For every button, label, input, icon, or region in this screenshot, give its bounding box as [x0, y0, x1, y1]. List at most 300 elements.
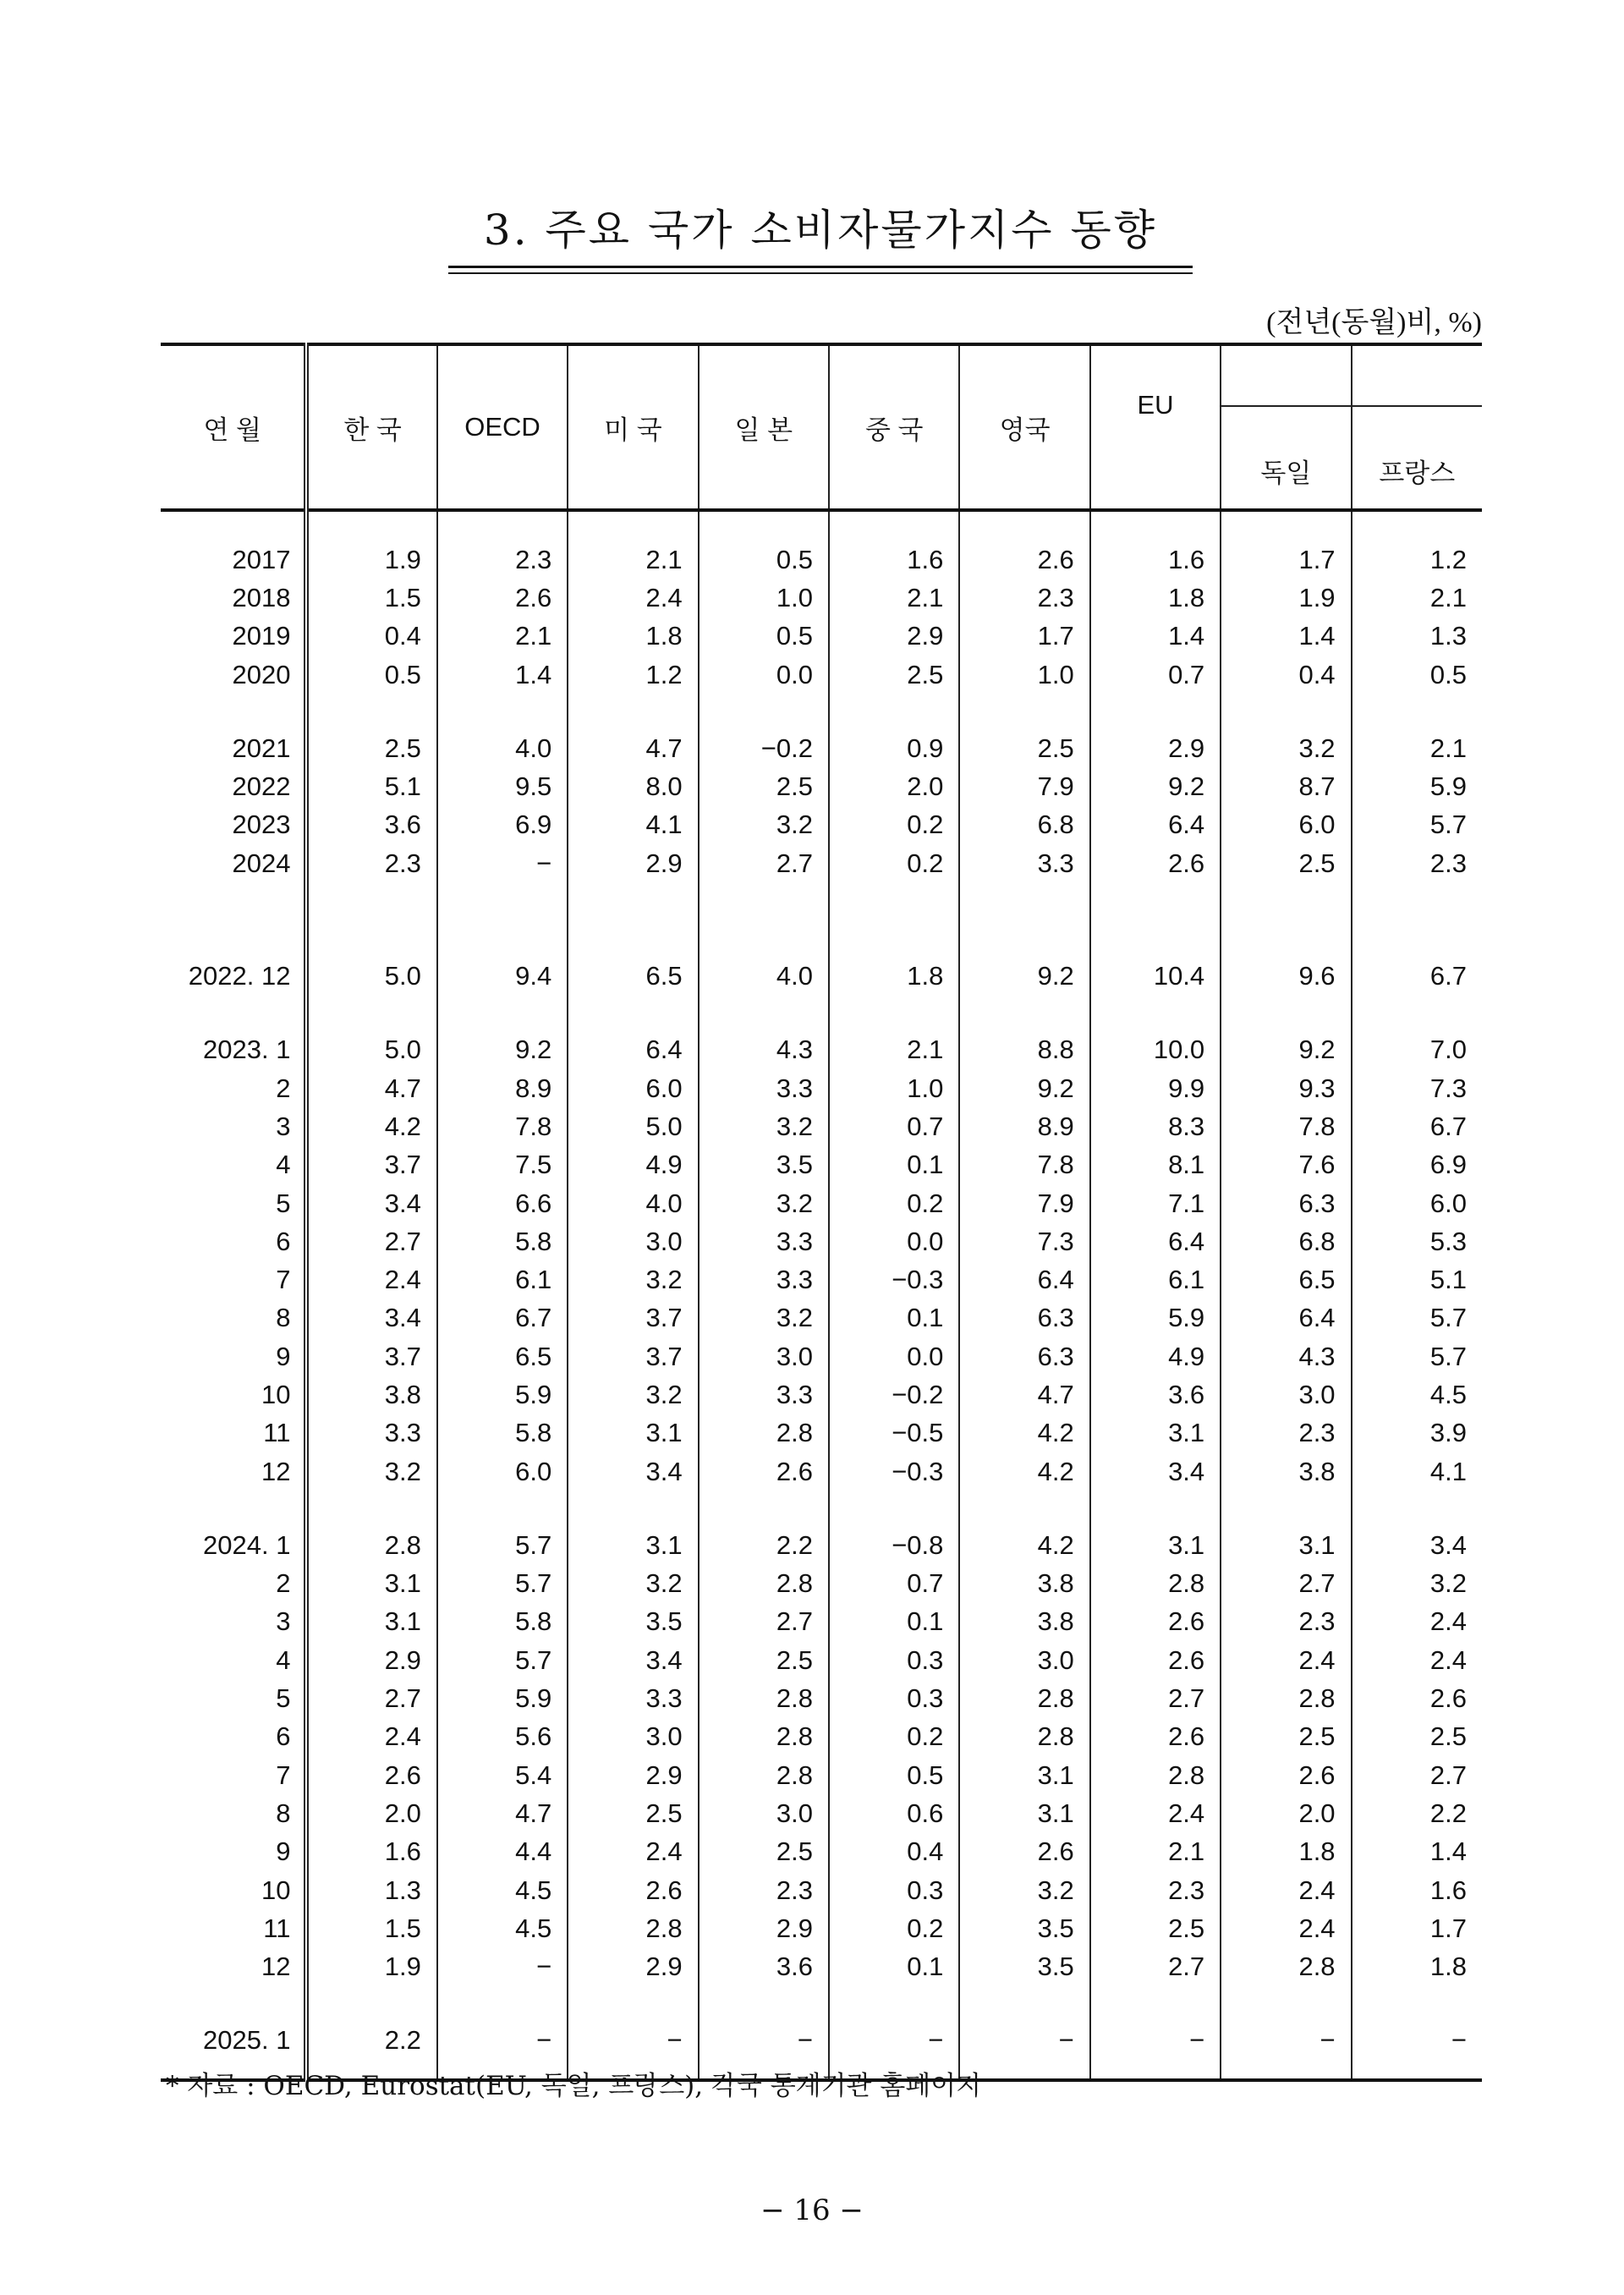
cell-value: 0.0 [699, 656, 829, 694]
cell-value: 2.8 [306, 1526, 436, 1564]
cell-value: 2.6 [437, 579, 568, 617]
cell-value: 0.6 [829, 1794, 959, 1832]
table-header-row [161, 344, 1482, 510]
cell-value: 2.1 [437, 618, 568, 656]
cell-value: 2.7 [699, 1603, 829, 1641]
cell-value: 1.0 [699, 579, 829, 617]
cell-value: 3.5 [568, 1603, 698, 1641]
cell-value: 2.1 [1429, 733, 1467, 763]
cell-value: 5.9 [437, 1375, 568, 1414]
cell-value: 4.7 [437, 1794, 568, 1832]
cell-value: 7.1 [1090, 1184, 1221, 1222]
row-date: 8 [161, 1299, 306, 1337]
cell-value: 9.2 [1090, 767, 1221, 805]
source-footnote: * 자료 : OECD, Eurostat(EU, 독일, 프랑스), 각국 통계기관 홈페이지 [166, 2071, 982, 2101]
row-date: 5 [161, 1679, 306, 1717]
cell-value: 0.3 [829, 1679, 959, 1717]
cell-value: 2.8 [959, 1718, 1089, 1756]
row-date: 10 [161, 1871, 306, 1909]
cell-value: 1.2 [1429, 544, 1467, 574]
cell-value: 9.2 [437, 1031, 568, 1069]
cell-value: 2.3 [1221, 1414, 1351, 1452]
cell-value: 1.6 [1090, 510, 1221, 579]
cell-value: 2.2 [1429, 1798, 1467, 1828]
cell-value: 7.6 [1221, 1146, 1351, 1184]
cell-value: 2.5 [1090, 1909, 1221, 1947]
cell-value: 2.6 [1090, 844, 1221, 882]
cell-value: 1.0 [959, 656, 1089, 694]
cell-value: −0.3 [829, 1452, 959, 1491]
cell-value: 9.9 [1090, 1069, 1221, 1107]
row-date: 9 [161, 1337, 306, 1375]
table-row [161, 1871, 1482, 1909]
cell-value: − [1090, 2022, 1221, 2080]
cell-value: 2.4 [568, 579, 698, 617]
cell-value: 2.3 [1429, 848, 1467, 878]
header-japan: 일 본 [699, 344, 829, 510]
cell-value: 2.6 [959, 1833, 1089, 1871]
cell-value: 6.3 [1221, 1184, 1351, 1222]
cell-value: 4.2 [959, 1414, 1089, 1452]
table-row [161, 957, 1482, 995]
table-row [161, 1452, 1482, 1491]
cell-value: 3.3 [959, 844, 1089, 882]
cell-value: 3.3 [699, 1222, 829, 1260]
table-row [161, 1184, 1482, 1222]
cell-value: 4.9 [568, 1146, 698, 1184]
cell-value: 9.4 [437, 957, 568, 995]
cell-value: 5.8 [437, 1222, 568, 1260]
cell-value: 0.2 [829, 1909, 959, 1947]
table-row [161, 1526, 1482, 1564]
cell-value: 2.5 [568, 1794, 698, 1832]
table-row [161, 1909, 1482, 1947]
cell-value: 3.8 [959, 1565, 1089, 1603]
cell-value: 3.4 [568, 1452, 698, 1491]
cell-value: 2.4 [1429, 1644, 1467, 1675]
cell-value: 3.4 [1090, 1452, 1221, 1491]
cell-value: 3.9 [1429, 1418, 1467, 1448]
header-china: 중 국 [829, 344, 959, 510]
cell-value: 3.1 [306, 1565, 436, 1603]
cell-value: 3.1 [1090, 1526, 1221, 1564]
cell-value: 2.0 [306, 1794, 436, 1832]
cell-value: 3.5 [959, 1909, 1089, 1947]
cell-value: 6.4 [959, 1260, 1089, 1298]
row-date: 2025. 1 [161, 2022, 306, 2080]
cell-value: 2.4 [568, 1833, 698, 1871]
cell-value: − [437, 844, 568, 882]
cell-value: 0.5 [306, 656, 436, 694]
row-date: 10 [161, 1375, 306, 1414]
cell-value: 10.0 [1090, 1031, 1221, 1069]
cell-value: 2.7 [306, 1222, 436, 1260]
cell-value: 2.5 [699, 1641, 829, 1679]
header-france: 프랑스 [1379, 458, 1456, 488]
cell-value: 3.0 [568, 1718, 698, 1756]
cell-value: 0.4 [829, 1833, 959, 1871]
cell-value: 0.3 [829, 1641, 959, 1679]
table-row [161, 1833, 1482, 1871]
table-row [161, 618, 1482, 656]
table-row [161, 1641, 1482, 1679]
row-spacer [161, 1986, 1482, 2022]
cell-value: 7.3 [1429, 1073, 1467, 1103]
cell-value: 7.9 [959, 767, 1089, 805]
cell-value: 2.3 [1090, 1871, 1221, 1909]
cell-value: 3.2 [568, 1260, 698, 1298]
cell-value: 3.0 [1221, 1375, 1351, 1414]
cell-value: 2.8 [1221, 1948, 1351, 1986]
cell-value: − [1352, 2022, 1482, 2080]
cell-value: 2.8 [699, 1679, 829, 1717]
table-row [161, 1948, 1482, 1986]
cell-value: 4.1 [1429, 1456, 1467, 1486]
cell-value: 6.4 [1090, 806, 1221, 844]
cell-value: 2.9 [306, 1641, 436, 1679]
cell-value: 2.8 [1090, 1756, 1221, 1794]
cell-value: 2.1 [1090, 1833, 1221, 1871]
cell-value: 4.7 [959, 1375, 1089, 1414]
row-date: 6 [161, 1718, 306, 1756]
cell-value: 4.3 [1221, 1337, 1351, 1375]
cell-value: 6.1 [437, 1260, 568, 1298]
cell-value: 2.1 [568, 510, 698, 579]
cell-value: 2.5 [306, 729, 436, 767]
row-date: 2017 [161, 510, 306, 579]
row-date: 2024 [161, 844, 306, 882]
cell-value: 3.1 [568, 1414, 698, 1452]
cell-value: 2.3 [699, 1871, 829, 1909]
cell-value: 0.5 [829, 1756, 959, 1794]
table-row [161, 1260, 1482, 1298]
table-row [161, 1222, 1482, 1260]
cell-value: 2.6 [306, 1756, 436, 1794]
header-korea: 한 국 [306, 344, 436, 510]
cell-value: −0.3 [829, 1260, 959, 1298]
table-row [161, 729, 1482, 767]
cell-value: 2.6 [1090, 1641, 1221, 1679]
table-row [161, 579, 1482, 617]
cell-value: 3.2 [699, 1107, 829, 1145]
cell-value: 3.2 [1221, 729, 1351, 767]
cell-value: 3.0 [959, 1641, 1089, 1679]
table-row [161, 1565, 1482, 1603]
cell-value: 9.2 [1221, 1031, 1351, 1069]
cell-value: 5.0 [306, 957, 436, 995]
row-date: 12 [161, 1948, 306, 1986]
cell-value: 1.8 [1429, 1952, 1467, 1982]
cell-value: 1.0 [829, 1069, 959, 1107]
cell-value: 0.5 [699, 510, 829, 579]
cell-value: 4.5 [437, 1871, 568, 1909]
cell-value: 2.0 [829, 767, 959, 805]
cell-value: 7.5 [437, 1146, 568, 1184]
cell-value: − [699, 2022, 829, 2080]
cell-value: 2.5 [1429, 1721, 1467, 1752]
table-row [161, 1107, 1482, 1145]
row-date: 2018 [161, 579, 306, 617]
cell-value: 2.7 [1090, 1679, 1221, 1717]
cell-value: 5.1 [306, 767, 436, 805]
cell-value: 2.6 [568, 1871, 698, 1909]
table-row [161, 1679, 1482, 1717]
cell-value: 6.6 [437, 1184, 568, 1222]
cell-value: 5.7 [437, 1565, 568, 1603]
cell-value: 3.1 [1090, 1414, 1221, 1452]
cell-value: 3.3 [568, 1679, 698, 1717]
cell-value: 0.0 [829, 1222, 959, 1260]
cell-value: 2.2 [699, 1526, 829, 1564]
cell-value: 2.6 [1090, 1603, 1221, 1641]
cell-value: 4.5 [1429, 1379, 1467, 1409]
row-date: 8 [161, 1794, 306, 1832]
cell-value: 3.2 [699, 806, 829, 844]
cell-value: 4.2 [959, 1452, 1089, 1491]
cell-value: 2.7 [306, 1679, 436, 1717]
row-spacer [161, 694, 1482, 729]
cell-value: 2.1 [829, 579, 959, 617]
cell-value: 7.0 [1429, 1035, 1467, 1065]
page-title: 3. 주요 국가 소비자물가지수 동향 [483, 206, 1158, 255]
cell-value: 1.4 [1090, 618, 1221, 656]
cell-value: 1.9 [306, 1948, 436, 1986]
cell-value: 2.8 [699, 1414, 829, 1452]
cell-value: 0.2 [829, 1718, 959, 1756]
cell-value: 3.7 [568, 1299, 698, 1337]
cell-value: 3.3 [306, 1414, 436, 1452]
table-row [161, 1414, 1482, 1452]
row-date: 11 [161, 1909, 306, 1947]
cell-value: 6.0 [1429, 1188, 1467, 1218]
cell-value: 2.5 [699, 767, 829, 805]
cell-value: 2.8 [699, 1718, 829, 1756]
cell-value: 3.6 [699, 1948, 829, 1986]
cell-value: 2.4 [1221, 1641, 1351, 1679]
table-row [161, 1756, 1482, 1794]
cell-value: 8.0 [568, 767, 698, 805]
table-row [161, 844, 1482, 882]
cell-value: 0.5 [699, 618, 829, 656]
cell-value: 0.3 [829, 1871, 959, 1909]
cell-value: 3.8 [306, 1375, 436, 1414]
title-block [448, 203, 1193, 274]
table-row [161, 1794, 1482, 1832]
row-date: 7 [161, 1260, 306, 1298]
cell-value: 2.7 [1090, 1948, 1221, 1986]
cell-value: 5.7 [1429, 1341, 1467, 1371]
cell-value: 3.3 [699, 1260, 829, 1298]
cell-value: 4.1 [568, 806, 698, 844]
cell-value: 4.7 [306, 1069, 436, 1107]
cell-value: 0.1 [829, 1299, 959, 1337]
row-date: 7 [161, 1756, 306, 1794]
table-row [161, 1603, 1482, 1641]
cell-value: 3.1 [568, 1526, 698, 1564]
cell-value: 4.4 [437, 1833, 568, 1871]
cell-value: 1.7 [959, 618, 1089, 656]
cell-value: −0.5 [829, 1414, 959, 1452]
cell-value: 3.6 [306, 806, 436, 844]
cell-value: 2.7 [1221, 1565, 1351, 1603]
table-row [161, 1031, 1482, 1069]
table-row [161, 806, 1482, 844]
cell-value: 6.4 [1221, 1299, 1351, 1337]
cell-value: 0.1 [829, 1948, 959, 1986]
cell-value: 8.7 [1221, 767, 1351, 805]
cell-value: 3.8 [1221, 1452, 1351, 1491]
cell-value: 6.7 [1429, 961, 1467, 991]
cell-value: 10.4 [1090, 957, 1221, 995]
cell-value: 3.1 [1221, 1526, 1351, 1564]
cell-value: 6.5 [1221, 1260, 1351, 1298]
cell-value: 4.7 [568, 729, 698, 767]
cell-value: 3.0 [568, 1222, 698, 1260]
cell-value: 4.0 [699, 957, 829, 995]
cell-value: 2.3 [306, 844, 436, 882]
cell-value: 4.2 [959, 1526, 1089, 1564]
table-row [161, 1069, 1482, 1107]
cell-value: 9.2 [959, 1069, 1089, 1107]
cell-value: 3.3 [699, 1375, 829, 1414]
header-france-cell [1352, 344, 1482, 510]
cell-value: 0.1 [829, 1146, 959, 1184]
cell-value: 2.6 [1429, 1683, 1467, 1714]
page-number: − 16 − [760, 2193, 864, 2227]
cell-value: 6.8 [959, 806, 1089, 844]
cell-value: 2.5 [1221, 844, 1351, 882]
cell-value: 3.1 [959, 1756, 1089, 1794]
row-date: 6 [161, 1222, 306, 1260]
cell-value: 0.4 [306, 618, 436, 656]
row-date: 2024. 1 [161, 1526, 306, 1564]
cell-value: 8.3 [1090, 1107, 1221, 1145]
table-row [161, 1718, 1482, 1756]
cell-value: 2.4 [306, 1718, 436, 1756]
cell-value: 0.0 [829, 1337, 959, 1375]
cell-value: 6.0 [1221, 806, 1351, 844]
cell-value: 2.9 [699, 1909, 829, 1947]
cell-value: 0.4 [1221, 656, 1351, 694]
cell-value: 2.4 [306, 1260, 436, 1298]
cell-value: 2.9 [568, 1948, 698, 1986]
cell-value: 2.8 [959, 1679, 1089, 1717]
cell-value: 3.2 [568, 1565, 698, 1603]
cell-value: 2.4 [1429, 1606, 1467, 1637]
cell-value: 4.2 [306, 1107, 436, 1145]
cell-value: 2.8 [1221, 1679, 1351, 1717]
cell-value: 0.9 [829, 729, 959, 767]
cell-value: 3.7 [568, 1337, 698, 1375]
cell-value: 3.2 [1429, 1568, 1467, 1599]
row-date: 2 [161, 1565, 306, 1603]
cell-value: 2.5 [959, 729, 1089, 767]
cell-value: 1.6 [1429, 1875, 1467, 1905]
cell-value: 1.4 [1221, 618, 1351, 656]
cell-value: 6.3 [959, 1337, 1089, 1375]
row-spacer [161, 882, 1482, 957]
cell-value: 6.8 [1221, 1222, 1351, 1260]
row-date: 3 [161, 1107, 306, 1145]
cell-value: 7.8 [959, 1146, 1089, 1184]
cell-value: 3.2 [306, 1452, 436, 1491]
cell-value: 3.0 [699, 1337, 829, 1375]
cell-value: 6.9 [437, 806, 568, 844]
cell-value: 8.9 [437, 1069, 568, 1107]
cell-value: 5.1 [1429, 1265, 1467, 1295]
cell-value: 6.7 [1429, 1111, 1467, 1141]
cell-value: 6.5 [437, 1337, 568, 1375]
cell-value: 6.9 [1429, 1150, 1467, 1180]
row-date: 2023 [161, 806, 306, 844]
cell-value: 5.0 [306, 1031, 436, 1069]
cell-value: 1.4 [437, 656, 568, 694]
row-date: 11 [161, 1414, 306, 1452]
cell-value: 9.5 [437, 767, 568, 805]
cell-value: 5.7 [437, 1526, 568, 1564]
cell-value: 2.9 [568, 844, 698, 882]
cell-value: 3.7 [306, 1337, 436, 1375]
table-row [161, 1146, 1482, 1184]
cell-value: 3.6 [1090, 1375, 1221, 1414]
cell-value: 2.4 [1221, 1871, 1351, 1909]
cell-value: 2.6 [699, 1452, 829, 1491]
cell-value: 7.3 [959, 1222, 1089, 1260]
cell-value: 1.3 [1429, 621, 1467, 651]
table-row [161, 767, 1482, 805]
cell-value: 7.9 [959, 1184, 1089, 1222]
cell-value: 4.0 [568, 1184, 698, 1222]
cell-value: 3.2 [568, 1375, 698, 1414]
cell-value: 8.9 [959, 1107, 1089, 1145]
row-date: 5 [161, 1184, 306, 1222]
row-date: 9 [161, 1833, 306, 1871]
cell-value: 3.2 [699, 1299, 829, 1337]
cell-value: 3.5 [959, 1948, 1089, 1986]
cell-value: 2.9 [1090, 729, 1221, 767]
table-row [161, 1375, 1482, 1414]
cell-value: 1.5 [306, 1909, 436, 1947]
cell-value: 0.7 [1090, 656, 1221, 694]
cell-value: 1.7 [1221, 510, 1351, 579]
cell-value: 2.9 [568, 1756, 698, 1794]
cell-value: 6.5 [568, 957, 698, 995]
cell-value: 9.6 [1221, 957, 1351, 995]
cell-value: − [829, 2022, 959, 2080]
cell-value: − [437, 2022, 568, 2080]
cell-value: 4.0 [437, 729, 568, 767]
cell-value: 2.4 [1221, 1909, 1351, 1947]
header-usa: 미 국 [568, 344, 698, 510]
cell-value: 5.7 [1429, 810, 1467, 840]
row-date: 3 [161, 1603, 306, 1641]
cell-value: 2.3 [1221, 1603, 1351, 1641]
cell-value: 3.8 [959, 1603, 1089, 1641]
cell-value: 3.3 [699, 1069, 829, 1107]
cell-value: 6.1 [1090, 1260, 1221, 1298]
cell-value: −0.2 [829, 1375, 959, 1414]
cell-value: 2.7 [699, 844, 829, 882]
cell-value: − [437, 1948, 568, 1986]
cell-value: 5.9 [437, 1679, 568, 1717]
header-oecd: OECD [437, 344, 568, 510]
cell-value: − [959, 2022, 1089, 2080]
title-underline [448, 266, 1193, 268]
cell-value: 6.0 [568, 1069, 698, 1107]
cell-value: 5.9 [1429, 771, 1467, 802]
cell-value: 2.0 [1221, 1794, 1351, 1832]
cell-value: 2.3 [437, 510, 568, 579]
